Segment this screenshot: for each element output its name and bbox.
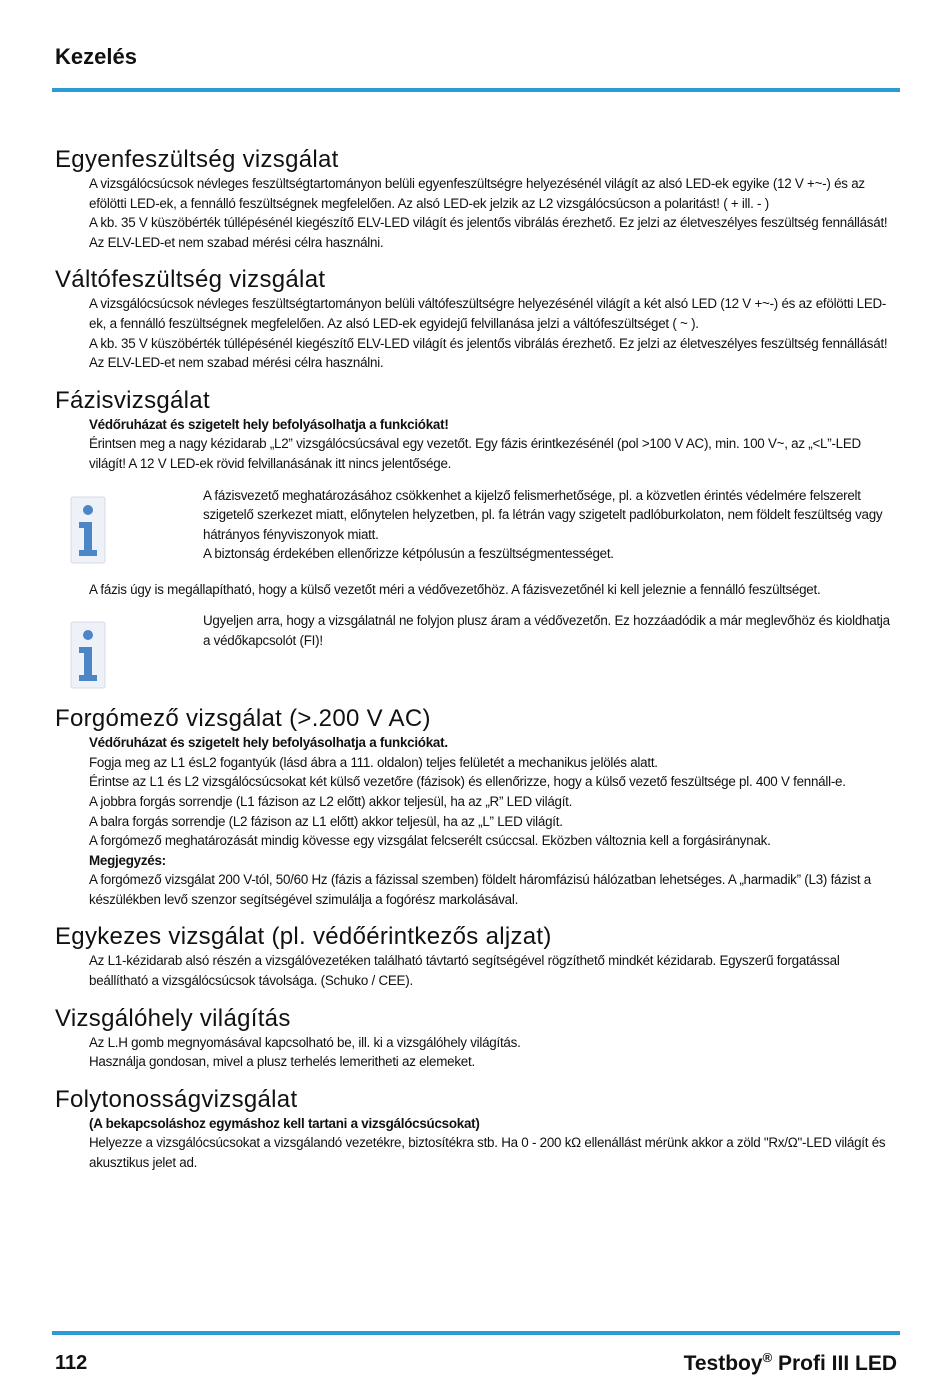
paragraph: Használja gondosan, mivel a plusz terhelés lemeritheti az elemeket. — [89, 1054, 475, 1070]
header-rule — [52, 88, 900, 92]
section-title: Forgómező vizsgálat (>.200 V AC) — [55, 705, 431, 733]
paragraph: Az ELV-LED-et nem szabad mérési célra használni. — [89, 355, 384, 371]
section-rotary-field — [55, 705, 900, 909]
brand-name: Testboy — [683, 1352, 763, 1375]
info-text — [203, 486, 900, 564]
paragraph: Érintsen meg a nagy kézidarab „L2” vizsgálócsúcsával egy vezetőt. Egy fázis érintkezésénél (pol >100 V AC), min. 100 V~, az „<L”-LED világít! A 12 V LED-ek rövid felvillanásának itt nincs jelentősége. — [89, 436, 861, 471]
section-body — [89, 951, 900, 990]
section-title: Folytonosságvizsgálat — [55, 1085, 298, 1113]
section-body — [89, 580, 900, 600]
footer-brand — [684, 1350, 897, 1376]
footer-rule — [52, 1331, 900, 1335]
section-ac-test — [55, 266, 900, 372]
section-title: Egyenfeszültség vizsgálat — [55, 146, 339, 173]
page-number: 112 — [55, 1352, 88, 1374]
paragraph: Fogja meg az L1 ésL2 fogantyúk (lásd ábra a 111. oldalon) teljes felületét a mechanikus jelölés alatt. — [89, 754, 658, 770]
section-title: Váltófeszültség vizsgálat — [55, 266, 326, 294]
section-body — [89, 1033, 900, 1072]
section-test-light — [55, 1005, 900, 1072]
model-name: Profi III LED — [772, 1352, 897, 1375]
paragraph: Az L.H gomb megnyomásával kapcsolható be, ill. ki a vizsgálóhely világítás. — [89, 1034, 521, 1050]
section-continuity-test — [55, 1086, 900, 1173]
section-phase-test — [55, 387, 900, 691]
registered-mark: ® — [762, 1350, 773, 1365]
section-body — [89, 294, 900, 372]
section-title: Vizsgálóhely világítás — [55, 1004, 291, 1032]
paragraph: A fázisvezető meghatározásához csökkenhet a kijelző felismerhetősége, pl. a közvetlen érintés védelmére felszerelt szigetelő szerkezet miatt, előnytelen helyzetben, pl. fa létrán vagy szigetelt padlóburkolaton, nem földelt feszültség vagy hátrányos fényviszonyok miatt. — [203, 487, 883, 542]
info-text — [203, 611, 900, 650]
paragraph: A vizsgálócsúcsok névleges feszültségtartományon belüli egyenfeszültségre helyezésénél világít az alsó LED-ek egyike (12 V +~-) és az efölötti LED-ek, a fennálló feszültségnek megfelelően. Az alsó LED-ek jelzik az L2 vizsgálócsúcson a polaritást! ( + ill. - ) — [89, 176, 865, 211]
paragraph: Az ELV-LED-et nem szabad mérési célra használni. — [89, 234, 384, 250]
section-one-hand-test — [55, 923, 900, 990]
paragraph: Az L1-kézidarab alsó részén a vizsgálóvezetéken található távtartó segítségével rögzíthető mindkét kézidarab. Egyszerű forgatással beállítható a vizsgálócsúcsok távolsága. (Schuko / CEE). — [89, 953, 840, 989]
section-title: Egykezes vizsgálat (pl. védőérintkezős aljzat) — [55, 923, 552, 951]
paragraph: A fázis úgy is megállapítható, hogy a külső vezetőt méri a védővezetőhöz. A fázisvezetőnél ki kell jeleznie a fennálló feszültséget. — [89, 581, 821, 597]
paragraph: A kb. 35 V küszöbérték túllépésénél kiegészítő ELV-LED világít és jelentős vibrálás érezhető. Ez jelzi az életveszélyes feszültség fennállását! — [89, 215, 888, 231]
paragraph: A forgómező vizsgálat 200 V-tól, 50/60 Hz (fázis a fázissal szemben) földelt háromfázisú hálózatban lehetséges. A „harmadik” (L3) fázist a készülékben levő szenzor segítségével szimulálja a fogórész markolásával. — [89, 872, 871, 907]
paragraph: Érintse az L1 és L2 vizsgálócsúcsokat két külső vezetőre (fázisok) és ellenőrizze, hogy a külső vezető feszültsége pl. 400 V fennáll-e. — [89, 774, 846, 790]
info-icon — [70, 621, 106, 689]
section-body — [89, 415, 900, 474]
paragraph: A balra forgás sorrendje (L2 fázison az L1 előtt) akkor teljesül, ha az „L” LED világít. — [89, 813, 563, 829]
section-body — [89, 733, 900, 909]
warning-note: Védőruházat és szigetelt hely befolyásolhatja a funkciókat. — [89, 735, 448, 751]
paragraph: A vizsgálócsúcsok névleges feszültségtartományon belüli váltófeszültségre helyezésénél világít a két alsó LED (12 V +~-) és az efölötti LED-ek, a fennálló feszültségnek megfelelően. Az alsó LED-ek egyidejű felvillanása jelzi a váltófeszültséget ( ~ ). — [89, 296, 887, 331]
content — [55, 146, 900, 1187]
note-label: Megjegyzés: — [89, 852, 166, 868]
warning-note: Védőruházat és szigetelt hely befolyásolhatja a funkciókat! — [89, 416, 449, 432]
warning-note: (A bekapcsoláshoz egymáshoz kell tartani a vizsgálócsúcsokat) — [89, 1115, 480, 1131]
paragraph: A kb. 35 V küszöbérték túllépésénél kiegészítő ELV-LED világít és jelentős vibrálás érezhető. Ez jelzi az életveszélyes feszültség fennállását! — [89, 335, 888, 351]
info-icon — [70, 496, 106, 564]
paragraph: A biztonság érdekében ellenőrizze kétpólusún a feszültségmentességet. — [203, 546, 614, 562]
info-box — [55, 611, 900, 691]
paragraph: Helyezze a vizsgálócsúcsokat a vizsgálandó vezetékre, biztosítékra stb. Ha 0 - 200 kΩ ellenállást mérünk akkor a zöld "Rx/Ω"-LED világít és akusztikus jelet ad. — [89, 1135, 886, 1171]
paragraph: Ugyeljen arra, hogy a vizsgálatnál ne folyjon plusz áram a védővezetőn. Ez hozzáadódik a már meglevőhöz és kioldhatja a védőkapcsolót (FI)! — [203, 613, 890, 648]
section-body — [89, 174, 900, 252]
info-box — [55, 486, 900, 566]
page-header-title: Kezelés — [55, 44, 137, 69]
section-dc-test — [55, 146, 900, 252]
paragraph: A forgómező meghatározását mindig kövesse egy vizsgálat felcserélt csúccsal. Eközben változnia kell a forgásiránynak. — [89, 833, 771, 849]
section-body — [89, 1114, 900, 1173]
paragraph: A jobbra forgás sorrendje (L1 fázison az L2 előtt) akkor teljesül, ha az „R” LED világít. — [89, 793, 573, 809]
section-title: Fázisvizsgálat — [55, 386, 210, 414]
